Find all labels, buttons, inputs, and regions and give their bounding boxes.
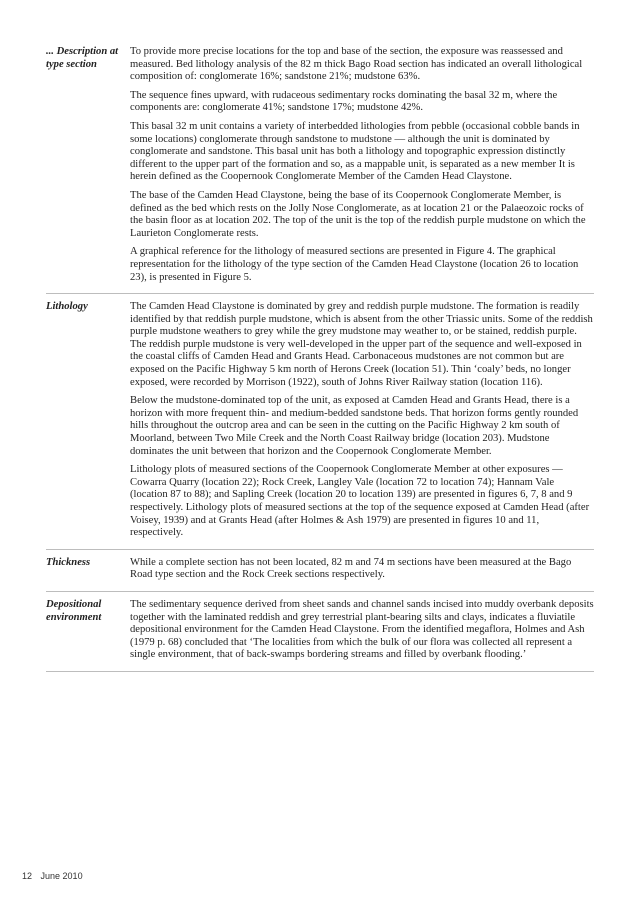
section-lithology xyxy=(46,294,594,550)
section-label: Thickness xyxy=(46,556,91,568)
section-text xyxy=(130,46,594,284)
paragraph: The sedimentary sequence derived from sheet sands and channel sands incised into muddy overbank deposits together with the laminated reddish and grey terrestrial plant-bearing silts and clays, indicates a fluviatile depositional environment for the Camden Head Claystone. From the identified megaflora, Holmes and Ash (1979 p. 68) concluded that ‘The localities from which the bulk of our flora was collected all represent a single environment, that of back-swamps bordering streams and filled by overbank flooding.’ xyxy=(130,598,594,661)
section-label: Lithology xyxy=(46,301,88,313)
paragraph: To provide more precise locations for the top and base of the section, the exposure was reassessed and measured. Bed lithology analysis of the 82 m thick Bago Road section has indicated an overall lithological composition of: conglomerate 16%; sandstone 21%; mudstone 63%. xyxy=(130,46,583,83)
paragraph: While a complete section has not been located, 82 m and 74 m sections have been measured at the Bago Road type section and the Rock Creek sections respectively. xyxy=(130,556,572,581)
footer-date: June 2010 xyxy=(40,871,83,881)
paragraph: This basal 32 m unit contains a variety of interbedded lithologies from pebble (occasional cobble bands in some locations) conglomerate through sandstone to mudstone — although the unit is dominated by conglomerate and sandstone. This basal unit has both a lithology and topographic expression distinctly different to the upper part of the formation and so, as a mappable unit, is separated as a new member It is herein defined as the Coopernook Conglomerate Member of the Camden Head Claystone. xyxy=(130,120,580,183)
section-text xyxy=(130,599,594,662)
paragraph: A graphical reference for the lithology of measured sections are presented in Figure 4. The graphical representation for the lithology of the type section of the Camden Head Claystone (location 26 to location 23), is presented in Figure 5. xyxy=(130,246,579,283)
page-footer xyxy=(22,871,83,881)
section-depositional-environment xyxy=(46,592,594,672)
page-number: 12 xyxy=(22,871,33,881)
document-body xyxy=(46,40,594,672)
paragraph: Lithology plots of measured sections of the Coopernook Conglomerate Member at other exposures — Cowarra Quarry (location 22); Rock Creek, Langley Vale (location 72 to location 74); Hannam Vale (location 87 to 88); and Sapling Creek (location 20 to location 139) are presented in figures 6, 7, 8 and 9 respectively. Lithology plots of measured sections at the top of the sequence exposed at Camden Head (after Voisey, 1939) and at Grants Head (after Holmes & Ash 1979) are presented in figures 10 and 11, respectively. xyxy=(130,464,590,539)
section-description-type-section xyxy=(46,40,594,294)
paragraph: The Camden Head Claystone is dominated by grey and reddish purple mudstone. The formation is readily identified by that reddish purple mudstone, which is absent from the other Triassic units. Some of the reddish purple mudstone weathers to grey while the grey mudstone may weather to, or be stained, reddish purple. The reddish purple mudstone is very well-developed in the upper part of the sequence and well-exposed in the coastal cliffs of Camden Head and Grants Head. Carbonaceous mudstones are not common but are exposed on the Pacific Highway 5 km north of Herons Creek (location 51). Thin ‘coaly’ beds, no longer exposed, were recorded by Morrison (1922), south of Johns River Railway station (location 116). xyxy=(130,301,593,388)
section-text xyxy=(130,301,594,540)
section-thickness xyxy=(46,550,594,592)
section-label: Depositional environment xyxy=(46,598,102,623)
paragraph: The base of the Camden Head Claystone, being the base of its Coopernook Conglomerate Member, is defined as the bed which rests on the Jolly Nose Conglomerate, as at location 21 or the Palaeozoic rocks of the basin floor as at location 202. The top of the unit is the top of the reddish purple mudstone on which the Laurieton Conglomerate rests. xyxy=(130,189,586,239)
paragraph: Below the mudstone-dominated top of the unit, as exposed at Camden Head and Grants Head, there is a horizon with more frequent thin- and medium-bedded sandstone beds. That horizon forms gently rounded hills throughout the outcrop area and can be seen in the cutting on the Pacific Highway 2 km south of Moorland, between Two Mile Creek and the North Coast Railway bridge (location 203). Mudstone dominates the unit between that horizon and the Coopernook Conglomerate Member. xyxy=(130,395,579,457)
section-label: ... Description at type section xyxy=(46,46,119,70)
paragraph: The sequence fines upward, with rudaceous sedimentary rocks dominating the basal 32 m, where the components are: conglomerate 41%; sandstone 17%; mudstone 42%. xyxy=(130,89,558,114)
section-text xyxy=(130,557,594,582)
